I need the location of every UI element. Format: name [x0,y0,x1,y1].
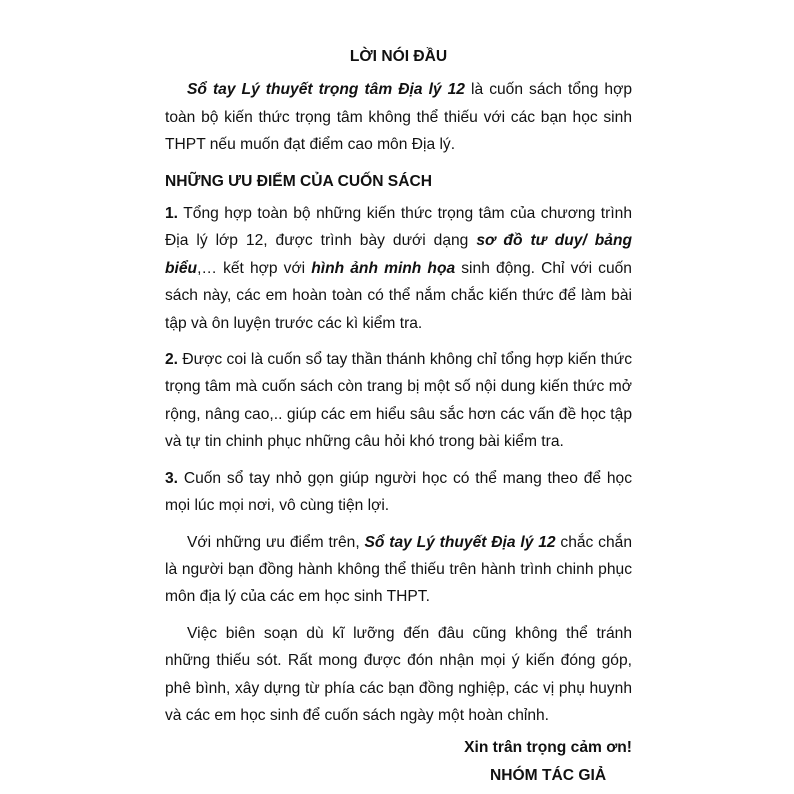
section-heading: NHỮNG ƯU ĐIỂM CỦA CUỐN SÁCH [165,172,432,190]
point-text: Tổng hợp toàn bộ những kiến thức trọng tâm của chương trình Địa lý lớp 12, được trình bày dưới dạng [165,205,632,250]
page-title: LỜI NÓI ĐẦU [349,48,448,65]
summary-text: chắc chắn là người bạn đồng hành không thể thiếu trên hành trình chinh phục môn địa lý của các em học sinh THPT. [165,533,632,606]
book-title: Sổ tay Lý thuyết trọng tâm Địa lý 12 [187,81,465,99]
thanks-line: Xin trân trọng cảm ơn! [464,739,632,757]
note-paragraph: Việc biên soạn dù kĩ lưỡng đến đâu cũng không thể tránh những thiếu sót. Rất mong được đón nhận mọi ý kiến đóng góp, phê bình, xây dựng từ phía các bạn đồng nghiệp, các vị phụ huynh và các em học sinh để cuốn sách ngày một hoàn chỉnh. [165,624,632,724]
point-text: Được coi là cuốn sổ tay thần thánh không chỉ tổng hợp kiến thức trọng tâm mà cuốn sách còn trang bị một số nội dung kiến thức mở rộng, nâng cao,.. giúp các em hiểu sâu sắc hơn các vấn đề học tập và tự tin chinh phục những câu hỏi khó trong bài kiểm tra. [165,351,632,451]
summary-text: Với những ưu điểm trên, [187,533,365,551]
book-title: Sổ tay Lý thuyết Địa lý 12 [364,533,556,551]
point-number: 1. [165,205,179,223]
point-2 [165,346,632,456]
point-3 [165,465,632,520]
point-1 [165,200,632,337]
point-text: sinh động. Chỉ với cuốn sách này, các em hoàn toàn có thể nắm chắc kiến thức để làm bài tập và ôn luyện trước các kì kiểm tra. [165,259,632,332]
point-text: Cuốn sổ tay nhỏ gọn giúp người học có thể mang theo để học mọi lúc mọi nơi, vô cùng tiện lợi. [165,469,632,515]
emphasis: sơ đồ tư duy/ bảng biểu [165,232,632,277]
summary-paragraph [165,529,632,611]
intro-text: là cuốn sách tổng hợp toàn bộ kiến thức trọng tâm không thể thiếu với các bạn học sinh THPT nếu muốn đạt điểm cao môn Địa lý. [165,81,632,154]
emphasis: hình ảnh minh họa [311,259,456,277]
closing-block [464,734,632,790]
preface-page [165,43,632,790]
point-text: ,… kết hợp với [197,259,312,277]
point-number: 3. [165,469,179,487]
signature-line: NHÓM TÁC GIẢ [490,767,607,785]
point-number: 2. [165,351,179,369]
intro-paragraph [165,76,632,158]
